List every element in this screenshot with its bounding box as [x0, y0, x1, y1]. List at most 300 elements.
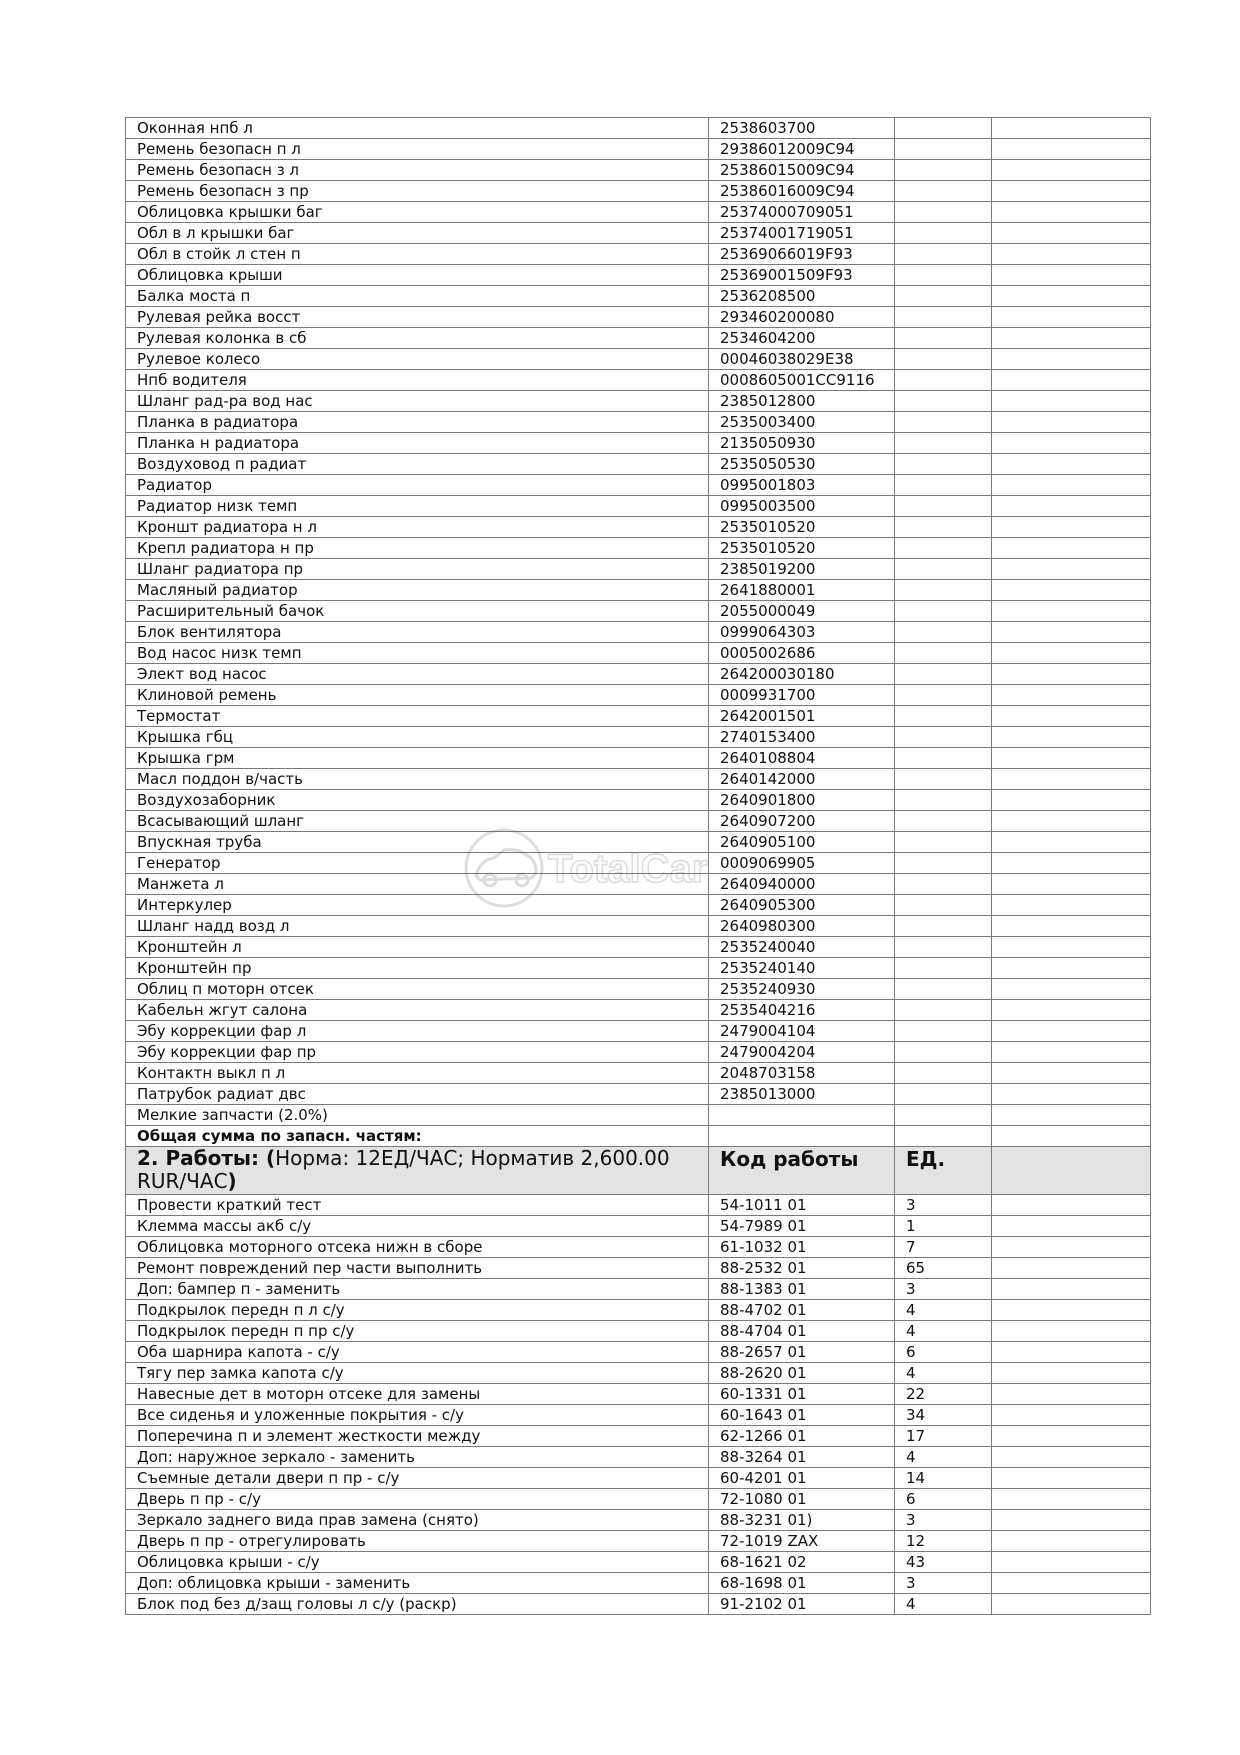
work-units: 4 [895, 1363, 992, 1384]
part-units [895, 1084, 992, 1105]
works-header-section [126, 1147, 1151, 1195]
work-code: 88-2657 01 [709, 1342, 895, 1363]
part-code: 2535240140 [709, 958, 895, 979]
part-row [126, 748, 1151, 769]
part-row [126, 265, 1151, 286]
part-extra [992, 244, 1151, 265]
part-extra [992, 937, 1151, 958]
part-name: Впускная труба [126, 832, 709, 853]
part-code: 25374000709051 [709, 202, 895, 223]
work-extra [992, 1237, 1151, 1258]
part-extra [992, 727, 1151, 748]
part-row [126, 223, 1151, 244]
work-extra [992, 1258, 1151, 1279]
part-extra [992, 559, 1151, 580]
part-units [895, 1105, 992, 1126]
part-extra [992, 1021, 1151, 1042]
part-row [126, 685, 1151, 706]
part-units [895, 433, 992, 454]
work-units: 3 [895, 1510, 992, 1531]
works-code-header: Код работы [709, 1147, 895, 1195]
part-units [895, 874, 992, 895]
part-units [895, 979, 992, 1000]
part-code: 2740153400 [709, 727, 895, 748]
work-extra [992, 1594, 1151, 1615]
part-units [895, 181, 992, 202]
part-extra [992, 706, 1151, 727]
part-extra [992, 118, 1151, 139]
part-extra [992, 139, 1151, 160]
part-row [126, 391, 1151, 412]
part-code: 2538603700 [709, 118, 895, 139]
part-units [895, 643, 992, 664]
work-name: Тягу пер замка капота с/у [126, 1363, 709, 1384]
part-code: 2640980300 [709, 916, 895, 937]
part-extra [992, 685, 1151, 706]
part-code: 2535003400 [709, 412, 895, 433]
part-name: Шланг рад-ра вод нас [126, 391, 709, 412]
work-extra [992, 1573, 1151, 1594]
work-row [126, 1573, 1151, 1594]
part-extra [992, 853, 1151, 874]
part-row [126, 769, 1151, 790]
part-code: 0995001803 [709, 475, 895, 496]
work-row [126, 1405, 1151, 1426]
work-code: 72-1019 ZAX [709, 1531, 895, 1552]
part-row [126, 1042, 1151, 1063]
part-units [895, 706, 992, 727]
part-code: 2385019200 [709, 559, 895, 580]
part-code [709, 1105, 895, 1126]
part-name: Радиатор низк темп [126, 496, 709, 517]
part-extra [992, 811, 1151, 832]
part-units [895, 916, 992, 937]
part-code: 2640940000 [709, 874, 895, 895]
work-code: 60-1331 01 [709, 1384, 895, 1405]
part-name: Клиновой ремень [126, 685, 709, 706]
part-row [126, 706, 1151, 727]
part-row [126, 853, 1151, 874]
part-row [126, 202, 1151, 223]
work-code: 60-1643 01 [709, 1405, 895, 1426]
work-units: 4 [895, 1321, 992, 1342]
part-row [126, 601, 1151, 622]
part-row [126, 874, 1151, 895]
watermark-text: TotalCar [548, 847, 708, 891]
part-units [895, 202, 992, 223]
part-extra [992, 769, 1151, 790]
part-name: Кронштейн л [126, 937, 709, 958]
work-row [126, 1258, 1151, 1279]
part-row [126, 937, 1151, 958]
part-units [895, 832, 992, 853]
part-code: 25386015009C94 [709, 160, 895, 181]
work-row [126, 1531, 1151, 1552]
part-name: Термостат [126, 706, 709, 727]
part-code: 0008605001CC9116 [709, 370, 895, 391]
part-row [126, 1084, 1151, 1105]
part-extra [992, 181, 1151, 202]
work-name: Дверь п пр - с/у [126, 1489, 709, 1510]
work-units: 65 [895, 1258, 992, 1279]
work-extra [992, 1531, 1151, 1552]
work-code: 88-4702 01 [709, 1300, 895, 1321]
part-name: Шланг радиатора пр [126, 559, 709, 580]
part-code: 2479004204 [709, 1042, 895, 1063]
part-units [895, 412, 992, 433]
work-name: Дверь п пр - отрегулировать [126, 1531, 709, 1552]
part-row [126, 454, 1151, 475]
work-code: 60-4201 01 [709, 1468, 895, 1489]
work-row [126, 1300, 1151, 1321]
part-units [895, 370, 992, 391]
work-extra [992, 1363, 1151, 1384]
part-row [126, 664, 1151, 685]
part-extra [992, 454, 1151, 475]
estimate-table [125, 117, 1151, 1615]
work-row [126, 1195, 1151, 1216]
parts-total-section [126, 1126, 1151, 1147]
part-row [126, 307, 1151, 328]
work-code: 88-3264 01 [709, 1447, 895, 1468]
part-code: 293460200080 [709, 307, 895, 328]
part-code: 2535404216 [709, 1000, 895, 1021]
parts-total-row [126, 1126, 1151, 1147]
part-extra [992, 748, 1151, 769]
part-extra [992, 1084, 1151, 1105]
work-row [126, 1594, 1151, 1615]
work-extra [992, 1384, 1151, 1405]
part-extra [992, 202, 1151, 223]
part-name: Шланг надд возд л [126, 916, 709, 937]
part-units [895, 559, 992, 580]
work-units: 34 [895, 1405, 992, 1426]
part-name: Облицовка крышки баг [126, 202, 709, 223]
work-row [126, 1510, 1151, 1531]
work-extra [992, 1216, 1151, 1237]
part-name: Эбу коррекции фар л [126, 1021, 709, 1042]
part-code: 0999064303 [709, 622, 895, 643]
work-units: 22 [895, 1384, 992, 1405]
work-extra [992, 1405, 1151, 1426]
part-row [126, 895, 1151, 916]
part-extra [992, 580, 1151, 601]
work-units: 4 [895, 1447, 992, 1468]
work-name: Навесные дет в моторн отсеке для замены [126, 1384, 709, 1405]
part-units [895, 265, 992, 286]
part-units [895, 811, 992, 832]
part-extra [992, 790, 1151, 811]
part-name: Крепл радиатора н пр [126, 538, 709, 559]
part-extra [992, 433, 1151, 454]
part-name: Элект вод насос [126, 664, 709, 685]
part-units [895, 496, 992, 517]
part-extra [992, 601, 1151, 622]
part-row [126, 244, 1151, 265]
work-units: 4 [895, 1300, 992, 1321]
work-name: Ремонт повреждений пер части выполнить [126, 1258, 709, 1279]
works-norm-text: Норма: 12ЕД/ЧАС; Норматив 2,600.00 RUR/ЧАС [137, 1146, 670, 1193]
part-code: 2055000049 [709, 601, 895, 622]
work-row [126, 1447, 1151, 1468]
work-code: 88-1383 01 [709, 1279, 895, 1300]
part-name: Ремень безопасн з л [126, 160, 709, 181]
part-extra [992, 160, 1151, 181]
parts-section [126, 118, 1151, 1126]
work-name: Провести краткий тест [126, 1195, 709, 1216]
part-code: 2048703158 [709, 1063, 895, 1084]
part-row [126, 916, 1151, 937]
part-row [126, 328, 1151, 349]
work-units: 12 [895, 1531, 992, 1552]
work-units: 1 [895, 1216, 992, 1237]
part-row [126, 979, 1151, 1000]
part-extra [992, 328, 1151, 349]
part-extra [992, 307, 1151, 328]
part-units [895, 538, 992, 559]
works-section-header [126, 1147, 1151, 1195]
part-row [126, 181, 1151, 202]
part-units [895, 307, 992, 328]
part-name: Расширительный бачок [126, 601, 709, 622]
work-name: Доп: наружное зеркало - заменить [126, 1447, 709, 1468]
part-row [126, 1063, 1151, 1084]
part-extra [992, 349, 1151, 370]
part-name: Рулевая колонка в сб [126, 328, 709, 349]
work-extra [992, 1552, 1151, 1573]
part-units [895, 601, 992, 622]
part-name: Кронштейн пр [126, 958, 709, 979]
work-units: 17 [895, 1426, 992, 1447]
part-name: Обл в стойк л стен п [126, 244, 709, 265]
work-name: Облицовка моторного отсека нижн в сборе [126, 1237, 709, 1258]
work-code: 54-1011 01 [709, 1195, 895, 1216]
work-code: 88-3231 01) [709, 1510, 895, 1531]
part-extra [992, 370, 1151, 391]
work-row [126, 1363, 1151, 1384]
part-units [895, 517, 992, 538]
work-units: 6 [895, 1342, 992, 1363]
part-extra [992, 643, 1151, 664]
part-units [895, 139, 992, 160]
work-row [126, 1321, 1151, 1342]
part-units [895, 475, 992, 496]
work-units: 6 [895, 1489, 992, 1510]
part-code: 2640905100 [709, 832, 895, 853]
part-extra [992, 517, 1151, 538]
part-name: Манжета л [126, 874, 709, 895]
part-row [126, 832, 1151, 853]
work-code: 88-2620 01 [709, 1363, 895, 1384]
part-name: Крышка гбц [126, 727, 709, 748]
part-code: 2385013000 [709, 1084, 895, 1105]
part-units [895, 895, 992, 916]
work-name: Подкрылок передн п л с/у [126, 1300, 709, 1321]
part-row [126, 496, 1151, 517]
work-extra [992, 1342, 1151, 1363]
work-row [126, 1342, 1151, 1363]
part-code: 2479004104 [709, 1021, 895, 1042]
part-units [895, 1063, 992, 1084]
part-units [895, 223, 992, 244]
work-code: 68-1621 02 [709, 1552, 895, 1573]
part-row [126, 811, 1151, 832]
part-name: Ремень безопасн п л [126, 139, 709, 160]
part-units [895, 349, 992, 370]
part-extra [992, 265, 1151, 286]
part-units [895, 160, 992, 181]
part-name: Воздухозаборник [126, 790, 709, 811]
part-name: Воздуховод п радиат [126, 454, 709, 475]
works-section [126, 1195, 1151, 1615]
part-name: Контактн выкл п л [126, 1063, 709, 1084]
part-name: Масляный радиатор [126, 580, 709, 601]
work-code: 68-1698 01 [709, 1573, 895, 1594]
work-extra [992, 1489, 1151, 1510]
work-code: 91-2102 01 [709, 1594, 895, 1615]
part-code: 2535050530 [709, 454, 895, 475]
part-row [126, 1021, 1151, 1042]
work-extra [992, 1195, 1151, 1216]
part-units [895, 328, 992, 349]
part-code: 2640901800 [709, 790, 895, 811]
work-row [126, 1384, 1151, 1405]
work-extra [992, 1468, 1151, 1489]
part-row [126, 559, 1151, 580]
part-code: 2535010520 [709, 538, 895, 559]
part-code: 2536208500 [709, 286, 895, 307]
part-extra [992, 1105, 1151, 1126]
part-units [895, 664, 992, 685]
part-name: Вод насос низк темп [126, 643, 709, 664]
work-name: Зеркало заднего вида прав замена (снято) [126, 1510, 709, 1531]
part-name: Облицовка крыши [126, 265, 709, 286]
part-extra [992, 475, 1151, 496]
part-code: 2535010520 [709, 517, 895, 538]
part-units [895, 937, 992, 958]
work-code: 72-1080 01 [709, 1489, 895, 1510]
part-extra [992, 622, 1151, 643]
work-name: Клемма массы акб с/у [126, 1216, 709, 1237]
part-name: Рулевое колесо [126, 349, 709, 370]
work-code: 61-1032 01 [709, 1237, 895, 1258]
part-units [895, 769, 992, 790]
work-row [126, 1216, 1151, 1237]
part-row [126, 727, 1151, 748]
part-code: 0009931700 [709, 685, 895, 706]
work-row [126, 1489, 1151, 1510]
part-code: 2640108804 [709, 748, 895, 769]
work-extra [992, 1447, 1151, 1468]
part-name: Обл в л крышки баг [126, 223, 709, 244]
part-extra [992, 412, 1151, 433]
part-name: Блок вентилятора [126, 622, 709, 643]
part-extra [992, 958, 1151, 979]
part-units [895, 685, 992, 706]
work-row [126, 1552, 1151, 1573]
part-name: Планка н радиатора [126, 433, 709, 454]
part-name: Масл поддон в/часть [126, 769, 709, 790]
part-extra [992, 1063, 1151, 1084]
part-row [126, 643, 1151, 664]
work-code: 62-1266 01 [709, 1426, 895, 1447]
part-row [126, 370, 1151, 391]
part-extra [992, 916, 1151, 937]
work-code: 54-7989 01 [709, 1216, 895, 1237]
part-extra [992, 832, 1151, 853]
part-row [126, 433, 1151, 454]
work-extra [992, 1321, 1151, 1342]
part-code: 0005002686 [709, 643, 895, 664]
part-name: Нпб водителя [126, 370, 709, 391]
part-name: Ремень безопасн з пр [126, 181, 709, 202]
part-units [895, 853, 992, 874]
work-extra [992, 1300, 1151, 1321]
work-row [126, 1426, 1151, 1447]
work-name: Доп: облицовка крыши - заменить [126, 1573, 709, 1594]
part-units [895, 454, 992, 475]
part-extra [992, 1000, 1151, 1021]
part-name: Интеркулер [126, 895, 709, 916]
work-extra [992, 1426, 1151, 1447]
part-extra [992, 874, 1151, 895]
part-row [126, 118, 1151, 139]
work-row [126, 1468, 1151, 1489]
part-code: 2385012800 [709, 391, 895, 412]
work-code: 88-4704 01 [709, 1321, 895, 1342]
part-code: 25369066019F93 [709, 244, 895, 265]
part-row [126, 286, 1151, 307]
work-units: 43 [895, 1552, 992, 1573]
work-name: Блок под без д/защ головы л с/у (раскр) [126, 1594, 709, 1615]
part-units [895, 790, 992, 811]
works-units-header: ЕД. [895, 1147, 992, 1195]
work-extra [992, 1510, 1151, 1531]
part-code: 2640905300 [709, 895, 895, 916]
part-code: 2640907200 [709, 811, 895, 832]
work-name: Поперечина п и элемент жесткости между [126, 1426, 709, 1447]
part-name: Всасывающий шланг [126, 811, 709, 832]
work-name: Съемные детали двери п пр - с/у [126, 1468, 709, 1489]
part-name: Радиатор [126, 475, 709, 496]
part-units [895, 622, 992, 643]
part-units [895, 748, 992, 769]
part-extra [992, 664, 1151, 685]
part-code: 25369001509F93 [709, 265, 895, 286]
part-units [895, 391, 992, 412]
part-row [126, 622, 1151, 643]
part-units [895, 958, 992, 979]
part-name: Генератор [126, 853, 709, 874]
part-row [126, 958, 1151, 979]
part-code: 2535240930 [709, 979, 895, 1000]
part-extra [992, 1042, 1151, 1063]
part-units [895, 1042, 992, 1063]
work-units: 3 [895, 1573, 992, 1594]
part-name: Кроншт радиатора н л [126, 517, 709, 538]
part-units [895, 286, 992, 307]
part-name: Мелкие запчасти (2.0%) [126, 1105, 709, 1126]
part-extra [992, 979, 1151, 1000]
part-units [895, 118, 992, 139]
part-extra [992, 391, 1151, 412]
part-row [126, 1000, 1151, 1021]
work-code: 88-2532 01 [709, 1258, 895, 1279]
part-code: 2534604200 [709, 328, 895, 349]
part-extra [992, 895, 1151, 916]
part-extra [992, 223, 1151, 244]
work-units: 3 [895, 1195, 992, 1216]
